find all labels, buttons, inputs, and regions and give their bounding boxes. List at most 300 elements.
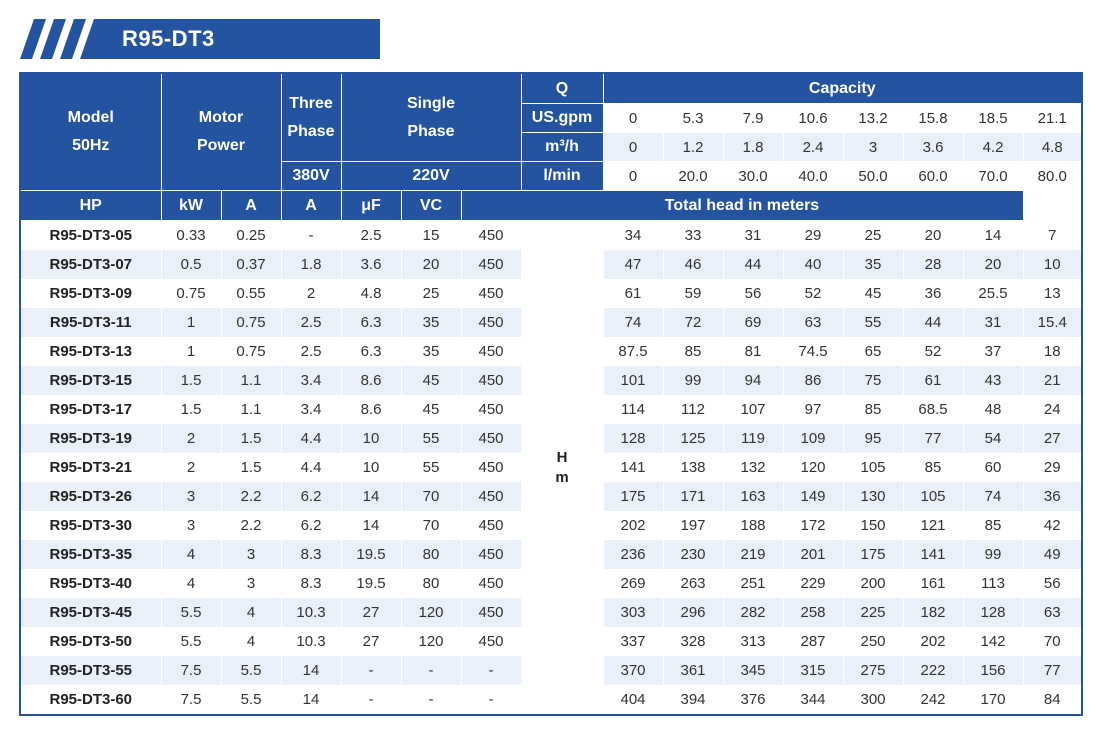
head-value-cell: 85	[903, 453, 963, 482]
spec-a1-cell: 14	[341, 482, 401, 511]
spec-a1-cell: 27	[341, 598, 401, 627]
head-value-cell: 99	[963, 540, 1023, 569]
spec-kw-cell: 4	[221, 627, 281, 656]
head-value-cell: 202	[903, 627, 963, 656]
head-value-cell: 200	[843, 569, 903, 598]
head-value-cell: 130	[843, 482, 903, 511]
head-value-cell: 31	[723, 221, 783, 251]
head-value-cell: 376	[723, 685, 783, 715]
header-capacity: Capacity	[603, 73, 1082, 104]
head-value-cell: 282	[723, 598, 783, 627]
spec-uf-cell: 45	[401, 395, 461, 424]
head-value-cell: 107	[723, 395, 783, 424]
spec-hp-cell: 1	[161, 337, 221, 366]
head-value-cell: 49	[1023, 540, 1082, 569]
spec-kw-cell: 2.2	[221, 482, 281, 511]
header-single-phase-line1: Single	[406, 94, 455, 112]
spec-a3-cell: -	[281, 221, 341, 251]
spec-a3-cell: 2.5	[281, 337, 341, 366]
head-value-cell: 105	[903, 482, 963, 511]
spec-a1-cell: 4.8	[341, 279, 401, 308]
spec-hp-cell: 4	[161, 540, 221, 569]
capacity-value: 15.8	[903, 104, 963, 133]
spec-hp-cell: 7.5	[161, 685, 221, 715]
header-model	[20, 73, 161, 191]
spec-hp-cell: 0.33	[161, 221, 221, 251]
spec-uf-cell: -	[401, 685, 461, 715]
head-value-cell: 269	[603, 569, 663, 598]
spec-a3-cell: 3.4	[281, 366, 341, 395]
capacity-value: 5.3	[663, 104, 723, 133]
head-value-cell: 345	[723, 656, 783, 685]
head-value-cell: 74.5	[783, 337, 843, 366]
capacity-value: 13.2	[843, 104, 903, 133]
head-value-cell: 150	[843, 511, 903, 540]
head-value-cell: 28	[903, 250, 963, 279]
head-value-cell: 13	[1023, 279, 1082, 308]
spec-kw-cell: 1.5	[221, 453, 281, 482]
head-value-cell: 313	[723, 627, 783, 656]
spec-hp-cell: 0.75	[161, 279, 221, 308]
head-value-cell: 87.5	[603, 337, 663, 366]
spec-kw-cell: 5.5	[221, 656, 281, 685]
spec-uf-cell: 80	[401, 540, 461, 569]
head-value-cell: 300	[843, 685, 903, 715]
head-value-cell: 172	[783, 511, 843, 540]
head-value-cell: 77	[903, 424, 963, 453]
head-value-cell: 141	[903, 540, 963, 569]
flow-unit-label: US.gpm	[521, 104, 603, 133]
capacity-value: 7.9	[723, 104, 783, 133]
header-three-phase	[281, 73, 341, 162]
spec-kw-cell: 0.25	[221, 221, 281, 251]
head-value-cell: 370	[603, 656, 663, 685]
head-value-cell: 120	[783, 453, 843, 482]
spec-vc-cell: 450	[461, 569, 521, 598]
head-value-cell: 15.4	[1023, 308, 1082, 337]
head-unit-line2: m	[555, 468, 569, 486]
spec-vc-cell: 450	[461, 395, 521, 424]
head-value-cell: 63	[783, 308, 843, 337]
model-name: R95-DT3-50	[20, 627, 161, 656]
head-value-cell: 37	[963, 337, 1023, 366]
head-value-cell: 35	[843, 250, 903, 279]
spec-vc-cell: 450	[461, 221, 521, 251]
spec-a3-cell: 10.3	[281, 627, 341, 656]
head-value-cell: 27	[1023, 424, 1082, 453]
head-value-cell: 44	[723, 250, 783, 279]
spec-kw-cell: 0.75	[221, 308, 281, 337]
capacity-value: 4.2	[963, 133, 1023, 162]
head-unit-label	[521, 221, 603, 716]
spec-uf-cell: 35	[401, 308, 461, 337]
spec-a3-cell: 14	[281, 656, 341, 685]
head-value-cell: 188	[723, 511, 783, 540]
header-capacitor-vc: VC	[401, 191, 461, 221]
capacity-value: 40.0	[783, 162, 843, 191]
head-value-cell: 175	[603, 482, 663, 511]
head-value-cell: 40	[783, 250, 843, 279]
header-volt-single: 220V	[341, 162, 521, 191]
spec-vc-cell: 450	[461, 540, 521, 569]
head-value-cell: 219	[723, 540, 783, 569]
spec-kw-cell: 3	[221, 569, 281, 598]
header-hp: HP	[20, 191, 161, 221]
table-row	[20, 221, 1082, 251]
spec-a3-cell: 8.3	[281, 540, 341, 569]
head-value-cell: 70	[1023, 627, 1082, 656]
head-value-cell: 142	[963, 627, 1023, 656]
head-value-cell: 77	[1023, 656, 1082, 685]
head-value-cell: 182	[903, 598, 963, 627]
spec-a1-cell: 8.6	[341, 395, 401, 424]
header-motor-power-line2: Power	[196, 137, 245, 154]
spec-a1-cell: 2.5	[341, 221, 401, 251]
head-value-cell: 113	[963, 569, 1023, 598]
spec-kw-cell: 5.5	[221, 685, 281, 715]
spec-vc-cell: 450	[461, 598, 521, 627]
head-value-cell: 112	[663, 395, 723, 424]
head-value-cell: 114	[603, 395, 663, 424]
model-name: R95-DT3-17	[20, 395, 161, 424]
head-value-cell: 36	[903, 279, 963, 308]
spec-a1-cell: -	[341, 685, 401, 715]
head-value-cell: 171	[663, 482, 723, 511]
head-value-cell: 72	[663, 308, 723, 337]
spec-a3-cell: 3.4	[281, 395, 341, 424]
spec-kw-cell: 3	[221, 540, 281, 569]
capacity-value: 1.2	[663, 133, 723, 162]
head-value-cell: 55	[843, 308, 903, 337]
header-capacitor-uf: μF	[341, 191, 401, 221]
head-value-cell: 25.5	[963, 279, 1023, 308]
header-q: Q	[521, 73, 603, 104]
capacity-value: 70.0	[963, 162, 1023, 191]
capacity-value: 3	[843, 133, 903, 162]
head-value-cell: 33	[663, 221, 723, 251]
spec-uf-cell: 120	[401, 627, 461, 656]
head-value-cell: 197	[663, 511, 723, 540]
head-value-cell: 44	[903, 308, 963, 337]
head-value-cell: 337	[603, 627, 663, 656]
spec-a3-cell: 2	[281, 279, 341, 308]
spec-hp-cell: 5.5	[161, 598, 221, 627]
head-value-cell: 251	[723, 569, 783, 598]
head-value-cell: 163	[723, 482, 783, 511]
model-name: R95-DT3-11	[20, 308, 161, 337]
head-value-cell: 61	[603, 279, 663, 308]
head-value-cell: 63	[1023, 598, 1082, 627]
head-value-cell: 128	[603, 424, 663, 453]
head-value-cell: 69	[723, 308, 783, 337]
spec-a1-cell: 6.3	[341, 337, 401, 366]
capacity-value: 2.4	[783, 133, 843, 162]
model-name: R95-DT3-26	[20, 482, 161, 511]
spec-a1-cell: 19.5	[341, 569, 401, 598]
head-value-cell: 94	[723, 366, 783, 395]
spec-vc-cell: -	[461, 685, 521, 715]
title-banner	[20, 19, 380, 59]
spec-vc-cell: 450	[461, 511, 521, 540]
spec-vc-cell: 450	[461, 366, 521, 395]
spec-vc-cell: -	[461, 656, 521, 685]
spec-a3-cell: 10.3	[281, 598, 341, 627]
head-value-cell: 222	[903, 656, 963, 685]
head-value-cell: 56	[723, 279, 783, 308]
head-value-cell: 263	[663, 569, 723, 598]
head-value-cell: 361	[663, 656, 723, 685]
spec-hp-cell: 3	[161, 511, 221, 540]
spec-table-body	[20, 221, 1082, 716]
header-single-phase	[341, 73, 521, 162]
spec-uf-cell: 15	[401, 221, 461, 251]
spec-hp-cell: 1	[161, 308, 221, 337]
head-value-cell: 99	[663, 366, 723, 395]
spec-kw-cell: 0.75	[221, 337, 281, 366]
head-value-cell: 29	[783, 221, 843, 251]
header-amps-three: A	[221, 191, 281, 221]
head-value-cell: 119	[723, 424, 783, 453]
head-value-cell: 149	[783, 482, 843, 511]
header-amps-single: A	[281, 191, 341, 221]
head-unit-line1: H	[556, 448, 568, 466]
spec-a3-cell: 6.2	[281, 482, 341, 511]
head-value-cell: 81	[723, 337, 783, 366]
capacity-value: 30.0	[723, 162, 783, 191]
spec-kw-cell: 1.5	[221, 424, 281, 453]
capacity-value: 21.1	[1023, 104, 1082, 133]
head-value-cell: 29	[1023, 453, 1082, 482]
spec-hp-cell: 3	[161, 482, 221, 511]
spec-a1-cell: 27	[341, 627, 401, 656]
head-value-cell: 141	[603, 453, 663, 482]
head-value-cell: 258	[783, 598, 843, 627]
head-value-cell: 138	[663, 453, 723, 482]
header-total-head: Total head in meters	[461, 191, 1023, 221]
spec-uf-cell: 20	[401, 250, 461, 279]
spec-a3-cell: 1.8	[281, 250, 341, 279]
capacity-value: 18.5	[963, 104, 1023, 133]
capacity-value: 60.0	[903, 162, 963, 191]
head-value-cell: 54	[963, 424, 1023, 453]
pump-spec-table	[19, 72, 1083, 716]
spec-vc-cell: 450	[461, 308, 521, 337]
model-name: R95-DT3-07	[20, 250, 161, 279]
capacity-value: 0	[603, 162, 663, 191]
spec-kw-cell: 1.1	[221, 395, 281, 424]
head-value-cell: 45	[843, 279, 903, 308]
spec-hp-cell: 0.5	[161, 250, 221, 279]
head-value-cell: 85	[843, 395, 903, 424]
head-value-cell: 74	[963, 482, 1023, 511]
capacity-value: 20.0	[663, 162, 723, 191]
head-value-cell: 230	[663, 540, 723, 569]
head-value-cell: 229	[783, 569, 843, 598]
head-value-cell: 65	[843, 337, 903, 366]
spec-hp-cell: 5.5	[161, 627, 221, 656]
head-value-cell: 68.5	[903, 395, 963, 424]
spec-uf-cell: 35	[401, 337, 461, 366]
head-value-cell: 86	[783, 366, 843, 395]
model-name: R95-DT3-21	[20, 453, 161, 482]
spec-kw-cell: 0.37	[221, 250, 281, 279]
header-motor-power	[161, 73, 281, 191]
head-value-cell: 275	[843, 656, 903, 685]
spec-uf-cell: 55	[401, 453, 461, 482]
spec-a1-cell: -	[341, 656, 401, 685]
header-model-line2: 50Hz	[72, 137, 110, 154]
model-name: R95-DT3-55	[20, 656, 161, 685]
head-value-cell: 84	[1023, 685, 1082, 715]
header-three-phase-line1: Three	[289, 94, 333, 112]
head-value-cell: 52	[783, 279, 843, 308]
spec-uf-cell: 25	[401, 279, 461, 308]
capacity-value: 10.6	[783, 104, 843, 133]
capacity-value: 4.8	[1023, 133, 1082, 162]
spec-kw-cell: 4	[221, 598, 281, 627]
head-value-cell: 46	[663, 250, 723, 279]
model-name: R95-DT3-40	[20, 569, 161, 598]
capacity-value: 1.8	[723, 133, 783, 162]
model-name: R95-DT3-35	[20, 540, 161, 569]
head-value-cell: 24	[1023, 395, 1082, 424]
head-value-cell: 161	[903, 569, 963, 598]
spec-a3-cell: 8.3	[281, 569, 341, 598]
spec-hp-cell: 4	[161, 569, 221, 598]
head-value-cell: 170	[963, 685, 1023, 715]
head-value-cell: 101	[603, 366, 663, 395]
spec-a1-cell: 10	[341, 424, 401, 453]
spec-a3-cell: 2.5	[281, 308, 341, 337]
flow-unit-label: m³/h	[521, 133, 603, 162]
capacity-value: 0	[603, 133, 663, 162]
model-name: R95-DT3-09	[20, 279, 161, 308]
spec-uf-cell: 80	[401, 569, 461, 598]
head-value-cell: 250	[843, 627, 903, 656]
spec-a1-cell: 8.6	[341, 366, 401, 395]
head-value-cell: 25	[843, 221, 903, 251]
capacity-value: 0	[603, 104, 663, 133]
head-value-cell: 75	[843, 366, 903, 395]
head-value-cell: 31	[963, 308, 1023, 337]
head-value-cell: 42	[1023, 511, 1082, 540]
spec-vc-cell: 450	[461, 627, 521, 656]
spec-kw-cell: 2.2	[221, 511, 281, 540]
head-value-cell: 20	[963, 250, 1023, 279]
head-value-cell: 105	[843, 453, 903, 482]
spec-hp-cell: 1.5	[161, 366, 221, 395]
spec-vc-cell: 450	[461, 337, 521, 366]
spec-uf-cell: 120	[401, 598, 461, 627]
model-name: R95-DT3-05	[20, 221, 161, 251]
spec-kw-cell: 1.1	[221, 366, 281, 395]
head-value-cell: 52	[903, 337, 963, 366]
spec-a1-cell: 6.3	[341, 308, 401, 337]
head-value-cell: 125	[663, 424, 723, 453]
head-value-cell: 296	[663, 598, 723, 627]
spec-kw-cell: 0.55	[221, 279, 281, 308]
head-value-cell: 61	[903, 366, 963, 395]
head-value-cell: 95	[843, 424, 903, 453]
head-value-cell: 175	[843, 540, 903, 569]
head-value-cell: 14	[963, 221, 1023, 251]
spec-a1-cell: 19.5	[341, 540, 401, 569]
spec-hp-cell: 1.5	[161, 395, 221, 424]
header-single-phase-line2: Phase	[407, 122, 455, 140]
head-value-cell: 34	[603, 221, 663, 251]
spec-a3-cell: 14	[281, 685, 341, 715]
spec-vc-cell: 450	[461, 424, 521, 453]
spec-hp-cell: 2	[161, 424, 221, 453]
model-name: R95-DT3-60	[20, 685, 161, 715]
spec-uf-cell: 55	[401, 424, 461, 453]
head-value-cell: 18	[1023, 337, 1082, 366]
model-name: R95-DT3-45	[20, 598, 161, 627]
head-value-cell: 48	[963, 395, 1023, 424]
head-value-cell: 121	[903, 511, 963, 540]
head-value-cell: 60	[963, 453, 1023, 482]
page-title: R95-DT3	[122, 26, 215, 51]
model-name: R95-DT3-30	[20, 511, 161, 540]
spec-hp-cell: 7.5	[161, 656, 221, 685]
head-value-cell: 21	[1023, 366, 1082, 395]
spec-uf-cell: -	[401, 656, 461, 685]
spec-a1-cell: 10	[341, 453, 401, 482]
spec-a3-cell: 6.2	[281, 511, 341, 540]
flow-unit-label: l/min	[521, 162, 603, 191]
spec-uf-cell: 70	[401, 482, 461, 511]
head-value-cell: 56	[1023, 569, 1082, 598]
spec-a1-cell: 14	[341, 511, 401, 540]
capacity-value: 80.0	[1023, 162, 1082, 191]
capacity-value: 3.6	[903, 133, 963, 162]
model-name: R95-DT3-19	[20, 424, 161, 453]
spec-uf-cell: 70	[401, 511, 461, 540]
model-name: R95-DT3-15	[20, 366, 161, 395]
spec-vc-cell: 450	[461, 250, 521, 279]
head-value-cell: 156	[963, 656, 1023, 685]
head-value-cell: 303	[603, 598, 663, 627]
head-value-cell: 43	[963, 366, 1023, 395]
spec-hp-cell: 2	[161, 453, 221, 482]
head-value-cell: 85	[963, 511, 1023, 540]
head-value-cell: 315	[783, 656, 843, 685]
head-value-cell: 128	[963, 598, 1023, 627]
head-value-cell: 10	[1023, 250, 1082, 279]
head-value-cell: 97	[783, 395, 843, 424]
header-model-line1: Model	[67, 109, 114, 126]
head-value-cell: 74	[603, 308, 663, 337]
capacity-value: 50.0	[843, 162, 903, 191]
spec-a3-cell: 4.4	[281, 424, 341, 453]
head-value-cell: 47	[603, 250, 663, 279]
header-three-phase-line2: Phase	[287, 122, 335, 140]
spec-uf-cell: 45	[401, 366, 461, 395]
head-value-cell: 236	[603, 540, 663, 569]
header-kw: kW	[161, 191, 221, 221]
spec-a1-cell: 3.6	[341, 250, 401, 279]
head-value-cell: 85	[663, 337, 723, 366]
header-volt-three: 380V	[281, 162, 341, 191]
head-value-cell: 404	[603, 685, 663, 715]
spec-vc-cell: 450	[461, 279, 521, 308]
head-value-cell: 242	[903, 685, 963, 715]
spec-a3-cell: 4.4	[281, 453, 341, 482]
head-value-cell: 328	[663, 627, 723, 656]
head-value-cell: 36	[1023, 482, 1082, 511]
head-value-cell: 202	[603, 511, 663, 540]
spec-vc-cell: 450	[461, 482, 521, 511]
